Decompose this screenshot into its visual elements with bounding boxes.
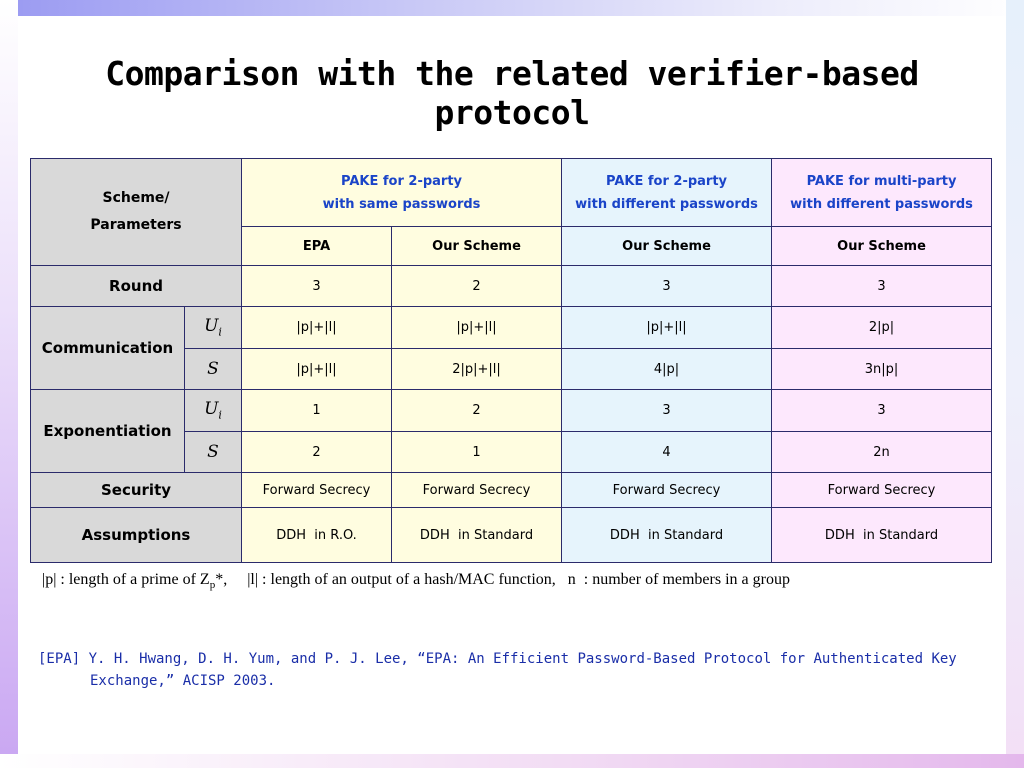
group-header-multiparty-diff: PAKE for multi-party with different passwords xyxy=(772,159,992,227)
top-decor-bar xyxy=(0,0,1024,16)
reference-line1: [EPA] Y. H. Hwang, D. H. Yum, and P. J. Lee, “EPA: An Efficient Password-Based Protocol for Authenticated Key xyxy=(38,651,957,667)
row-label-communication: Communication xyxy=(31,307,185,390)
user-symbol: $U_i$ xyxy=(185,307,242,349)
table-cell: 4 xyxy=(562,432,772,473)
corner-header xyxy=(31,159,242,266)
table-cell: 3n|p| xyxy=(772,349,992,390)
table-cell: |p|+|l| xyxy=(242,307,392,349)
left-decor-bar xyxy=(0,0,18,768)
table-cell: Forward Secrecy xyxy=(562,473,772,508)
row-label-round: Round xyxy=(31,266,242,307)
table-cell: 2 xyxy=(242,432,392,473)
scheme-header: EPA xyxy=(242,227,392,266)
row-label-assumptions: Assumptions xyxy=(31,508,242,563)
bottom-decor-bar xyxy=(0,754,1024,768)
reference-citation xyxy=(38,648,986,692)
table-cell: DDH in Standard xyxy=(392,508,562,563)
table-cell: 3 xyxy=(562,390,772,432)
table-row-communication-ui xyxy=(31,307,992,349)
group-header-2party-diff: PAKE for 2-party with different passwords xyxy=(562,159,772,227)
scheme-header: Our Scheme xyxy=(772,227,992,266)
table-row-exponentiation-ui xyxy=(31,390,992,432)
table-cell: Forward Secrecy xyxy=(242,473,392,508)
corner-line1: Scheme/ xyxy=(102,190,170,206)
table-cell: DDH in Standard xyxy=(772,508,992,563)
right-decor-bar xyxy=(1006,0,1024,768)
slide-title: Comparison with the related verifier-based protocol xyxy=(105,54,919,132)
comparison-table xyxy=(30,158,992,563)
table-row-round xyxy=(31,266,992,307)
table-cell: |p|+|l| xyxy=(242,349,392,390)
table-cell: 3 xyxy=(562,266,772,307)
table-cell: 2|p| xyxy=(772,307,992,349)
table-row-security xyxy=(31,473,992,508)
row-label-security: Security xyxy=(31,473,242,508)
table-cell: 4|p| xyxy=(562,349,772,390)
server-symbol: S xyxy=(185,349,242,390)
table-cell: 3 xyxy=(242,266,392,307)
table-cell: Forward Secrecy xyxy=(772,473,992,508)
table-cell: DDH in R.O. xyxy=(242,508,392,563)
table-cell: |p|+|l| xyxy=(392,307,562,349)
table-cell: 3 xyxy=(772,390,992,432)
table-cell: 2n xyxy=(772,432,992,473)
reference-line2: Exchange,” ACISP 2003. xyxy=(90,673,276,689)
table-cell: 2|p|+|l| xyxy=(392,349,562,390)
table-cell: 2 xyxy=(392,266,562,307)
table-row-assumptions xyxy=(31,508,992,563)
row-label-exponentiation: Exponentiation xyxy=(31,390,185,473)
group-header-2party-same: PAKE for 2-party with same passwords xyxy=(242,159,562,227)
corner-line2: Parameters xyxy=(90,217,182,233)
scheme-header: Our Scheme xyxy=(562,227,772,266)
table-cell: 3 xyxy=(772,266,992,307)
table-cell: Forward Secrecy xyxy=(392,473,562,508)
table-cell: 1 xyxy=(242,390,392,432)
table-cell: DDH in Standard xyxy=(562,508,772,563)
footnote-definitions: |p| : length of a prime of $Z_p*$, |l| : length of an output of a hash/MAC function, n : number of members in a group xyxy=(42,571,790,592)
table-cell: |p|+|l| xyxy=(562,307,772,349)
server-symbol: S xyxy=(185,432,242,473)
table-cell: 2 xyxy=(392,390,562,432)
user-symbol: $U_i$ xyxy=(185,390,242,432)
scheme-header: Our Scheme xyxy=(392,227,562,266)
table-cell: 1 xyxy=(392,432,562,473)
